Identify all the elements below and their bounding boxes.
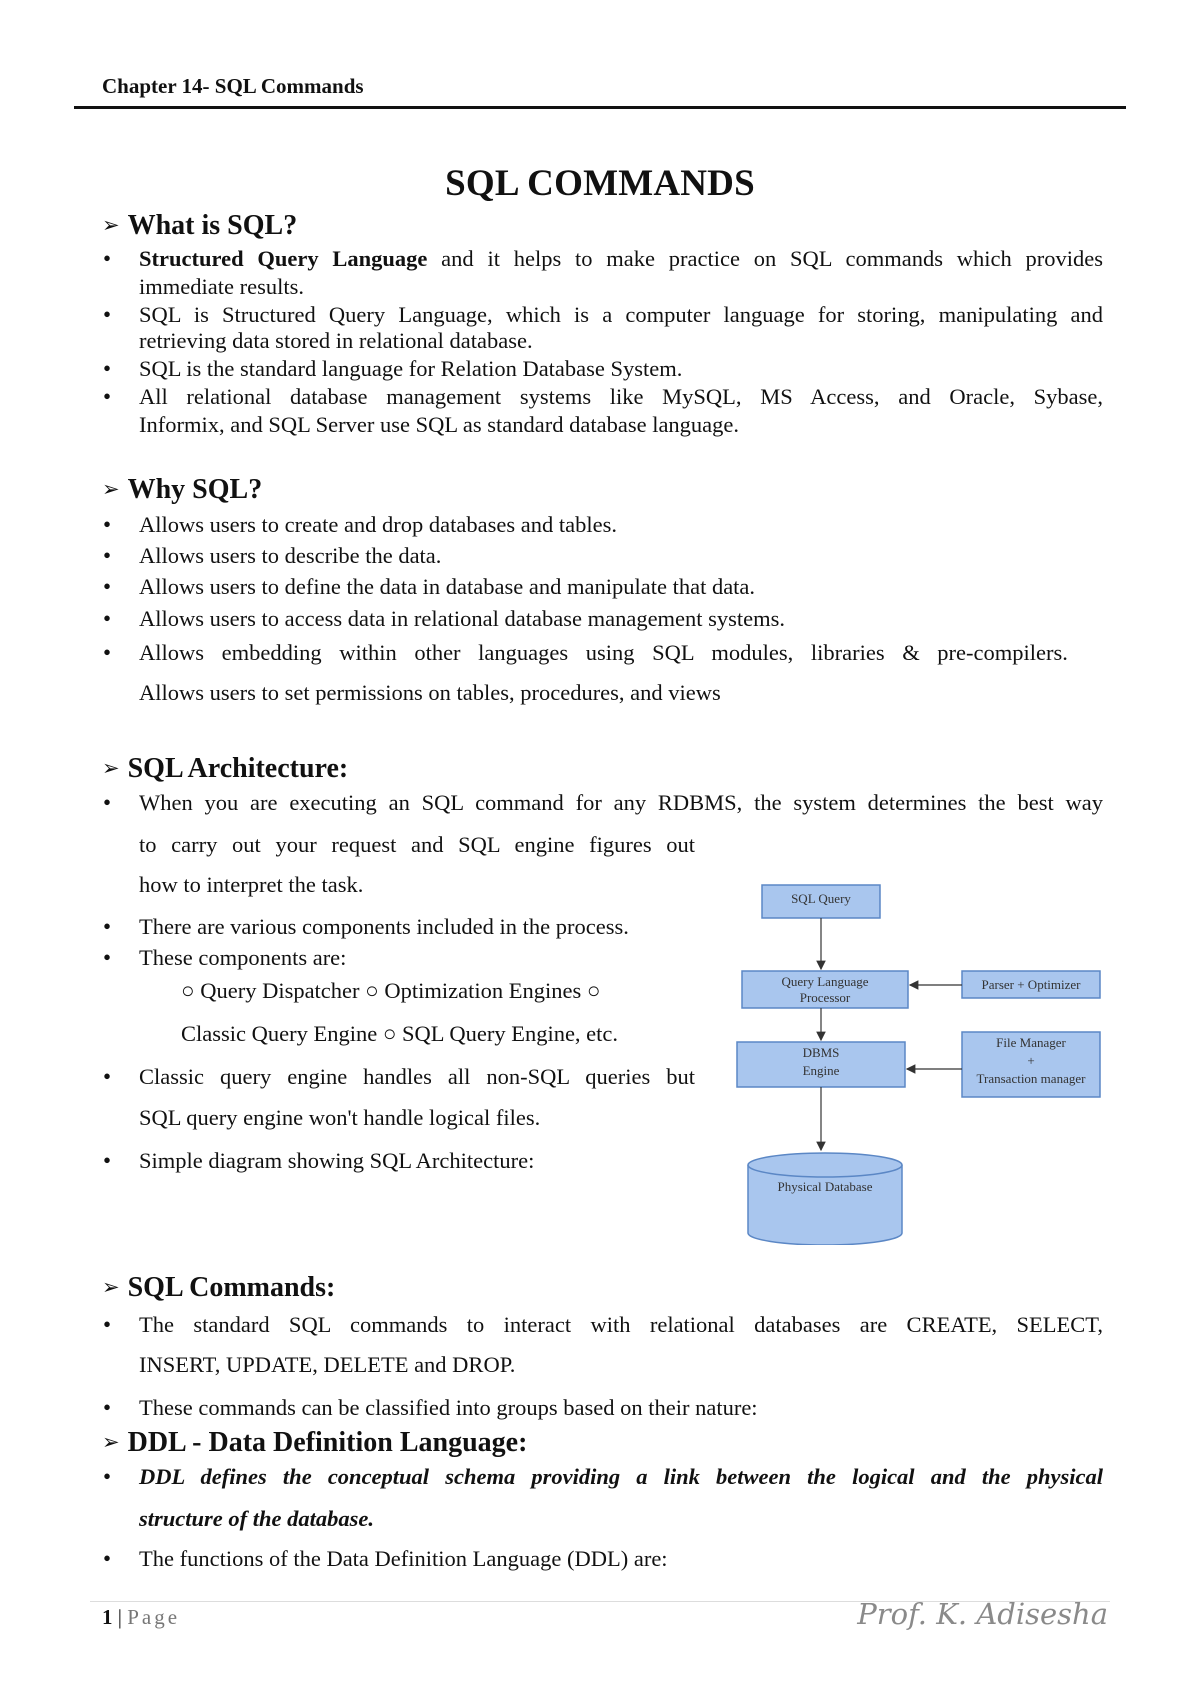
bullet-icon: • (103, 302, 112, 327)
ddl-b1-line2: structure of the database. (139, 1506, 375, 1531)
bullet-icon: • (103, 543, 112, 568)
arch-b5: Simple diagram showing SQL Architecture: (139, 1148, 535, 1173)
bullet-icon: • (103, 606, 112, 631)
chapter-header: Chapter 14- SQL Commands (102, 74, 364, 98)
why-b2: Allows users to describe the data. (139, 543, 442, 568)
commands-b2: These commands can be classified into groups based on their nature: (139, 1395, 758, 1420)
arrow-bullet-icon: ➢ (102, 1430, 120, 1454)
svg-text:DBMS: DBMS (802, 1045, 840, 1060)
bullet-icon: • (103, 1464, 112, 1489)
arch-b4-line2: SQL query engine won't handle logical files. (139, 1105, 541, 1130)
why-b5-line2: Allows users to set permissions on tables, procedures, and views (139, 680, 721, 705)
commands-b1-line1: The standard SQL commands to interact with relational databases are CREATE, SELECT, (139, 1312, 1103, 1337)
bullet-icon: • (103, 356, 112, 381)
arch-b2: There are various components included in the process. (139, 914, 629, 939)
page-title: SQL COMMANDS (445, 163, 755, 204)
arrow-bullet-icon: ➢ (102, 756, 120, 780)
svg-text:Physical Database: Physical Database (777, 1179, 873, 1194)
arch-b1-line2: to carry out your request and SQL engine figures out (139, 832, 695, 857)
arch-b1-line1: When you are executing an SQL command for any RDBMS, the system determines the best way (139, 790, 1103, 815)
arch-sub-line1: ○ Query Dispatcher ○ Optimization Engines ○ (181, 978, 601, 1003)
section-heading-what-is-sql: ➢ What is SQL? (102, 210, 298, 241)
svg-text:SQL Query: SQL Query (791, 891, 851, 906)
bullet-icon: • (103, 512, 112, 537)
why-b4: Allows users to access data in relational database management systems. (139, 606, 786, 631)
svg-text:Engine: Engine (802, 1063, 840, 1078)
bullet-icon: • (103, 790, 112, 815)
what-b4-line1: All relational database management systems like MySQL, MS Access, and Oracle, Sybase, (139, 384, 1103, 409)
svg-text:Transaction manager: Transaction manager (976, 1071, 1086, 1086)
svg-text:Processor: Processor (799, 990, 851, 1005)
bullet-icon: • (103, 246, 112, 271)
bullet-icon: • (103, 914, 112, 939)
what-b1-line1: Structured Query Language and it helps to make practice on SQL commands which provides (139, 246, 1103, 271)
bullet-icon: • (103, 574, 112, 599)
why-b3: Allows users to define the data in database and manipulate that data. (139, 574, 756, 599)
arch-b3: These components are: (139, 945, 347, 970)
bullet-icon: • (103, 1312, 112, 1337)
svg-text:File Manager: File Manager (996, 1035, 1066, 1050)
section-heading-sql-commands: ➢ SQL Commands: (102, 1272, 336, 1303)
page-number: 1 | Page (102, 1605, 181, 1629)
svg-text:Query Language: Query Language (781, 974, 869, 989)
bullet-icon: • (103, 1064, 112, 1089)
parser-optimizer-box (962, 971, 1100, 998)
bullet-icon: • (103, 1546, 112, 1571)
bullet-icon: • (103, 384, 112, 409)
commands-b1-line2: INSERT, UPDATE, DELETE and DROP. (139, 1352, 516, 1377)
bullet-icon: • (103, 945, 112, 970)
section-heading-ddl: ➢ DDL - Data Definition Language: (102, 1427, 528, 1458)
what-b2-line2: retrieving data stored in relational database. (139, 328, 533, 353)
query-language-processor-box (742, 971, 908, 1008)
what-b2-line1: SQL is Structured Query Language, which is a computer language for storing, manipulating and (139, 302, 1103, 327)
why-b5-line1: Allows embedding within other languages using SQL modules, libraries & pre-compilers. (139, 640, 1103, 665)
arch-b4-line1: Classic query engine handles all non-SQL queries but (139, 1064, 695, 1089)
author-name: Prof. K. Adisesha (857, 1597, 1108, 1631)
ddl-b1-line1: DDL defines the conceptual schema providing a link between the logical and the physical (139, 1464, 1103, 1489)
arch-sub-line2: Classic Query Engine ○ SQL Query Engine, etc. (181, 1021, 619, 1046)
arrow-bullet-icon: ➢ (102, 477, 120, 501)
why-b1: Allows users to create and drop databases and tables. (139, 512, 617, 537)
dbms-engine-box (737, 1042, 905, 1087)
svg-text:+: + (1027, 1053, 1035, 1068)
arch-b1-line3: how to interpret the task. (139, 872, 364, 897)
physical-database-cylinder (748, 1153, 902, 1245)
section-heading-why-sql: ➢ Why SQL? (102, 474, 263, 505)
what-b4-line2: Informix, and SQL Server use SQL as standard database language. (139, 412, 740, 437)
what-b1-line2: immediate results. (139, 274, 304, 299)
what-b3: SQL is the standard language for Relation Database System. (139, 356, 683, 381)
header-divider (74, 106, 1126, 109)
ddl-b2: The functions of the Data Definition Language (DDL) are: (139, 1546, 668, 1571)
bullet-icon: • (103, 640, 112, 665)
svg-text:Parser + Optimizer: Parser + Optimizer (981, 977, 1081, 992)
section-heading-sql-architecture: ➢ SQL Architecture: (102, 753, 349, 784)
arrow-bullet-icon: ➢ (102, 1275, 120, 1299)
bullet-icon: • (103, 1395, 112, 1420)
arrow-bullet-icon: ➢ (102, 213, 120, 237)
sql-query-box (762, 885, 880, 918)
file-manager-box (962, 1032, 1100, 1097)
sql-architecture-diagram (730, 875, 1110, 1245)
bullet-icon: • (103, 1148, 112, 1173)
